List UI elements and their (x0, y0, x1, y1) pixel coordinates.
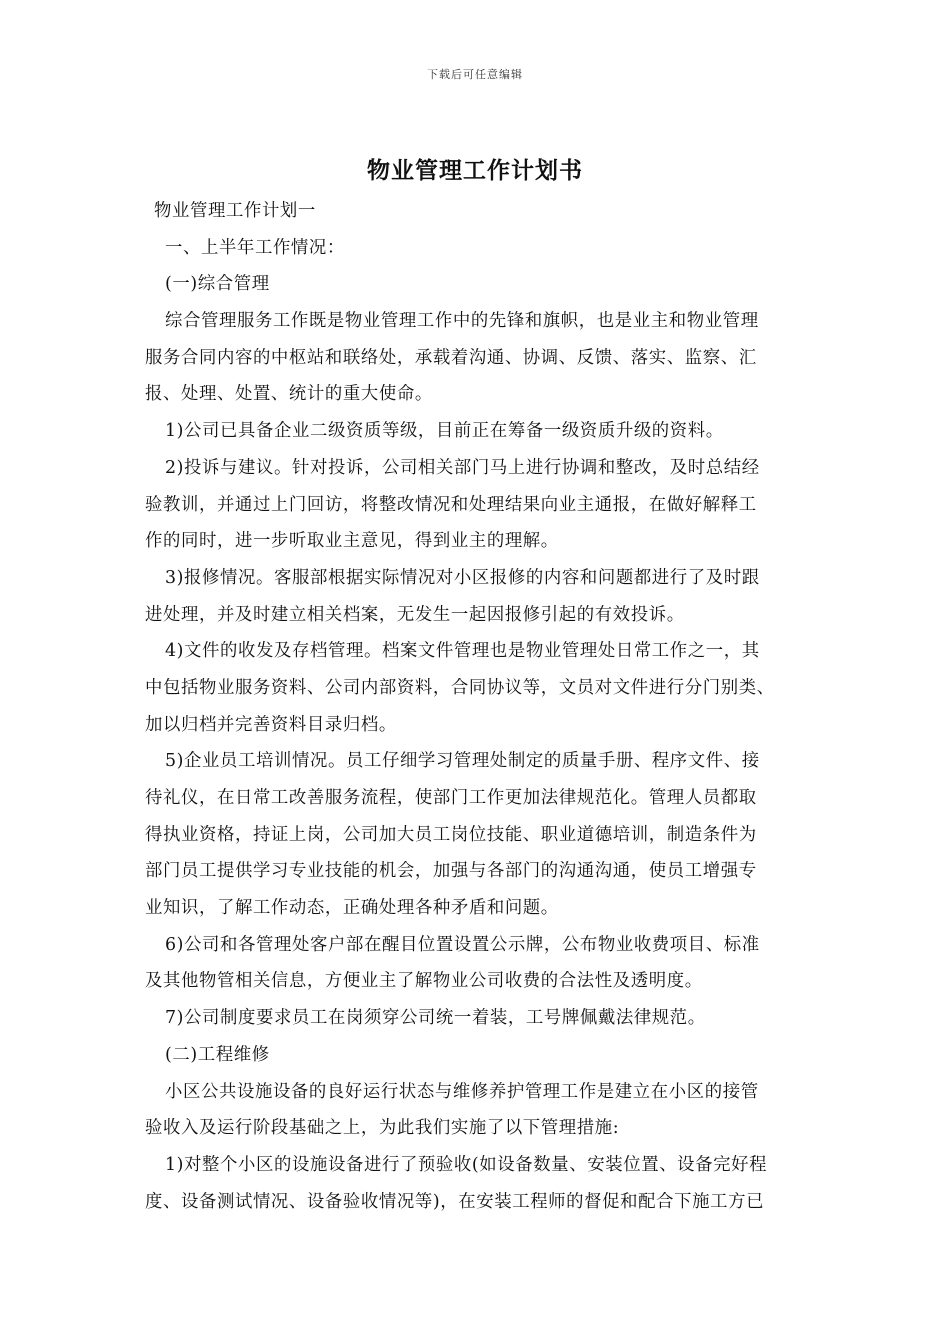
text-line: 7)公司制度要求员工在岗须穿公司统一着装，工号牌佩戴法律规范。 (165, 1008, 706, 1029)
text-line: 6)公司和各管理处客户部在醒目位置设置公示牌，公布物业收费项目、标准 (165, 934, 760, 955)
text-line: 综合管理服务工作既是物业管理工作中的先锋和旗帜，也是业主和物业管理 (165, 311, 759, 332)
text-line: 1)公司已具备企业二级资质等级，目前正在筹备一级资质升级的资料。 (165, 421, 724, 442)
text-line: 加以归档并完善资料目录归档。 (145, 714, 397, 735)
text-line: 2)投诉与建议。针对投诉，公司相关部门马上进行协调和整改，及时总结经 (165, 457, 760, 478)
text-line: 一、上半年工作情况： (165, 237, 345, 258)
text-line: 部门员工提供学习专业技能的机会，加强与各部门的沟通沟通，使员工增强专 (145, 861, 757, 882)
text-line: (二)工程维修 (165, 1044, 270, 1065)
document-body (145, 193, 825, 1220)
text-line: 度、设备测试情况、设备验收情况等)，在安装工程师的督促和配合下施工方已 (145, 1191, 765, 1212)
text-line: 中包括物业服务资料、公司内部资料，合同协议等，文员对文件进行分门别类、 (145, 677, 775, 698)
text-line: 服务合同内容的中枢站和联络处，承载着沟通、协调、反馈、落实、监察、汇 (145, 347, 757, 368)
text-line: 进处理，并及时建立相关档案，无发生一起因报修引起的有效投诉。 (145, 604, 685, 625)
text-line: 小区公共设施设备的良好运行状态与维修养护管理工作是建立在小区的接管 (165, 1081, 759, 1102)
text-line: 得执业资格，持证上岗，公司加大员工岗位技能、职业道德培训，制造条件为 (145, 824, 757, 845)
text-line: 验收入及运行阶段基础之上，为此我们实施了以下管理措施: (145, 1118, 620, 1139)
text-line: 验教训，并通过上门回访，将整改情况和处理结果向业主通报，在做好解释工 (145, 494, 757, 515)
text-line: (一)综合管理 (165, 274, 270, 295)
text-line: 待礼仪，在日常工改善服务流程，使部门工作更加法律规范化。管理人员都取 (145, 788, 757, 808)
text-line: 业知识，了解工作动态，正确处理各种矛盾和问题。 (145, 898, 559, 919)
text-line: 3)报修情况。客服部根据实际情况对小区报修的内容和问题都进行了及时跟 (165, 567, 760, 588)
text-line: 报、处理、处置、统计的重大使命。 (145, 384, 433, 405)
text-line: 及其他物管相关信息，方便业主了解物业公司收费的合法性及透明度。 (145, 971, 703, 992)
text-line: 5)企业员工培训情况。员工仔细学习管理处制定的质量手册、程序文件、接 (165, 751, 760, 772)
document-title: 物业管理工作计划书 (367, 157, 583, 184)
text-line: 4)文件的收发及存档管理。档案文件管理也是物业管理处日常工作之一，其 (165, 641, 760, 662)
page-header-note: 下载后可任意编辑 (427, 68, 523, 81)
text-line: 作的同时，进一步听取业主意见，得到业主的理解。 (145, 531, 559, 552)
text-line: 1)对整个小区的设施设备进行了预验收(如设备数量、安装位置、设备完好程 (165, 1154, 768, 1175)
text-line: 物业管理工作计划一 (154, 201, 316, 221)
